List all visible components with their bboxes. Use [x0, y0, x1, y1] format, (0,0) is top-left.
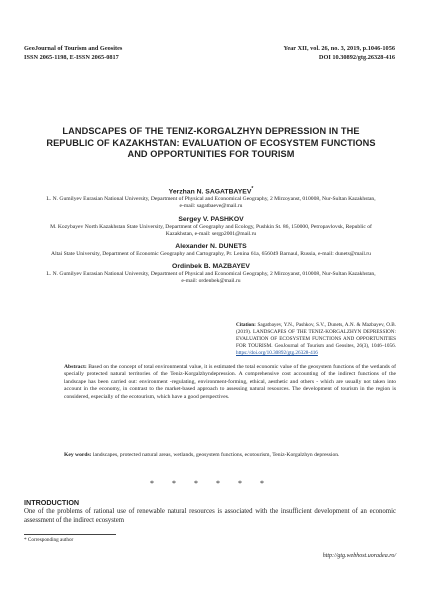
author-name: Sergey V. PASHKOV	[178, 215, 244, 223]
journal-issn: ISSN 2065-1198, E-ISSN 2065-0817	[24, 54, 119, 61]
section-separator: * * * * * *	[150, 479, 272, 488]
citation-text: Sagatbayev, Y.N., Pashkov, S.V., Dunets, A.N. & Mazbayev, O.B. (2019). LANDSCAPES OF THE TENIZ-KORGALZHYN DEPRESSION: EVALUATION OF ECOSYSTEM FUNCTIONS AND OPPORTUNITIES FOR TOURISM. GeoJournal of Tourism and Geosites, 26(3), 1046–1056.	[236, 322, 396, 349]
author-affiliation: Altai State University, Department of Economic Geography and Cartography, Pr. Lenina 61a, 656049 Barnaul, Russia, e-mail: dunets@mail.ru	[51, 251, 371, 258]
author-affiliation: L. N. Gumilyev Eurasian National University, Department of Physical and Economical Geography, 2 Mirzoyanst, 010008, Nur-Sultan Kazakhstan, e-mail: sagatbaeve@mail.ru	[46, 196, 376, 210]
footnote-divider	[24, 534, 116, 535]
author-block	[44, 215, 378, 238]
journal-volume: Year XII, vol. 26, no. 3, 2019, p.1046-1056	[283, 45, 395, 52]
author-affiliation: L. N. Gumilyev Eurasian National University, Department of Physical and Economical Geography, 2 Mirzoyanst, 010008, Nur-Sultan Kazakhstan, e-mail: ordenbek@mail.ru	[46, 271, 376, 285]
introduction-heading: INTRODUCTION	[24, 498, 80, 507]
paper-title: LANDSCAPES OF THE TENIZ-KORGALZHYN DEPRESSION IN THE REPUBLIC OF KAZAKHSTAN: EVALUATION OF ECOSYSTEM FUNCTIONS AND OPPORTUNITIES FOR TOURISM	[46, 126, 376, 160]
author-block	[44, 185, 378, 211]
keywords-block	[64, 452, 396, 459]
journal-doi: DOI 10.30892/gtg.26328-416	[318, 54, 395, 61]
introduction-paragraph: One of the problems of rational use of renewable natural resources is associated with the insufficient development of an economic assessment of the indirect ecosystem	[24, 508, 396, 524]
author-block	[44, 242, 378, 258]
footnote: * Corresponding author	[24, 537, 74, 543]
journal-header-right	[284, 44, 395, 62]
abstract-text: Based on the concept of total environmental value, it is estimated the total economic value of the geosystem functions of the wetlands of specially protected natural territories of the Teniz-Korgalzhyndepression. A comprehensive cost accounting of the indirect functions of the landscape has been carried out: environment -regulating, environment-forming, ethical, aesthetic and others - which are usually not taken into account in the economy, in contrast to the market-based approach to assessing natural resources. The development of tourism in the region is considered, especially of the ecotourism, which have a good perspectives.	[64, 364, 396, 400]
author-name: Alexander N. DUNETS	[175, 243, 247, 251]
citation-label: Citation:	[236, 322, 256, 328]
abstract-label: Abstract:	[64, 364, 87, 370]
keywords-text: landscapes, protected natural areas, wetlands, geosystem functions, ecotourism, Teniz-Korgalzhyn depression.	[92, 452, 340, 458]
author-name: Yerzhan N. SAGATBAYEV	[168, 188, 252, 196]
corresponding-mark: *	[251, 186, 254, 192]
author-name: Ordinbek B. MAZBAYEV	[172, 263, 250, 271]
author-affiliation: M. Kozybayev North Kazakhstan State University, Department of Geography and Ecology, Pushkin St. 86, 150000, Petropavlovsk, Republic of Kazakhstan, e-mail: sergp2001@mail.ru	[50, 223, 372, 237]
journal-header-left	[24, 44, 122, 62]
author-list	[44, 185, 378, 290]
keywords-label: Key words:	[64, 452, 92, 458]
doi-link[interactable]: https://doi.org/10.30892/gtg.26328-416	[236, 350, 318, 356]
journal-name: GeoJournal of Tourism and Geosites	[24, 45, 123, 52]
citation-block	[236, 322, 396, 357]
footer-url[interactable]: http://gtg.webhost.uoradea.ro/	[322, 553, 396, 559]
author-block	[44, 262, 378, 285]
abstract-block	[64, 364, 396, 401]
